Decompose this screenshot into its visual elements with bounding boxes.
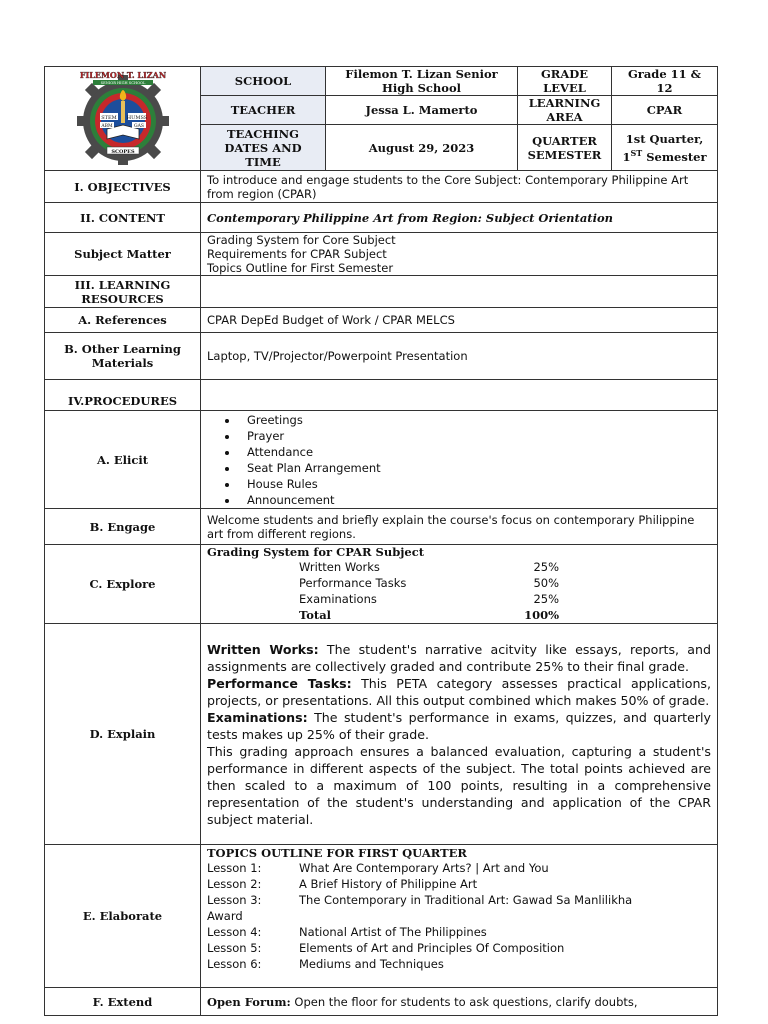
school-label: SCHOOL: [201, 67, 326, 96]
other-materials-label: B. Other Learning Materials: [45, 333, 201, 380]
other-materials-text: Laptop, TV/Projector/Powerpoint Presentation: [201, 333, 718, 380]
logo-strand-1: STEM: [100, 115, 117, 121]
elaborate-label: E. Elaborate: [45, 845, 201, 988]
lesson-row: Award: [207, 909, 243, 923]
list-item: • Seat Plan Arrangement: [239, 460, 711, 476]
content-text: Contemporary Philippine Art from Region: Subject Orientation: [201, 203, 718, 233]
teaching-dates-value: August 29, 2023: [326, 125, 518, 171]
list-item: • Attendance: [239, 444, 711, 460]
subject-matter-item: Requirements for CPAR Subject: [207, 247, 387, 261]
lesson-row: Lesson 6: Mediums and Techniques: [207, 957, 444, 971]
lesson-row: Lesson 2: A Brief History of Philippine Art: [207, 877, 478, 891]
references-label: A. References: [45, 308, 201, 333]
explore-cell: [201, 545, 718, 624]
grading-system-title: Grading System for CPAR Subject: [207, 545, 425, 559]
grade-level-value: Grade 11 & 12: [612, 67, 718, 96]
learning-area-value: CPAR: [612, 96, 718, 125]
logo-school-name: FILEMON T. LIZAN: [79, 70, 166, 80]
subject-matter-item: Topics Outline for First Semester: [207, 261, 394, 275]
lesson-row: Lesson 1: What Are Contemporary Arts? | Art and You: [207, 861, 549, 875]
content-label: II. CONTENT: [45, 203, 201, 233]
logo-strand-3: ABM: [100, 124, 113, 129]
procedures-empty: [201, 380, 718, 411]
objectives-label: I. OBJECTIVES: [45, 171, 201, 203]
objectives-text: To introduce and engage students to the Core Subject: Contemporary Philippine Art from region (CPAR): [201, 171, 718, 203]
logo-strand-4: GAS: [133, 124, 144, 129]
extend-label: F. Extend: [45, 988, 201, 1016]
subject-matter-list: [201, 233, 718, 276]
logo-motto: SCOPES: [110, 149, 135, 155]
teaching-dates-label: TEACHING DATES AND TIME: [201, 125, 326, 171]
grade-level-label: GRADE LEVEL: [518, 67, 612, 96]
logo-strand-2: HUMSS: [126, 115, 147, 121]
performance-tasks-paragraph: Performance Tasks: This PETA category assesses practical applications, projects, or presentations. All this output combined which makes 50% of grade.: [207, 675, 711, 708]
extend-text: Open Forum: Open the floor for students to ask questions, clarify doubts,: [201, 988, 718, 1016]
lesson-row: Lesson 3: The Contemporary in Traditional Art: Gawad Sa Manlilikha: [207, 893, 633, 907]
learning-area-label: LEARNING AREA: [518, 96, 612, 125]
school-logo: [71, 69, 175, 165]
quarter-semester-label: QUARTER SEMESTER: [518, 125, 612, 171]
elicit-label: A. Elicit: [45, 411, 201, 509]
grade-row: Written Works 25%: [299, 560, 559, 574]
grade-total-row: Total 100%: [299, 608, 559, 622]
references-text: CPAR DepEd Budget of Work / CPAR MELCS: [201, 308, 718, 333]
lesson-row: Lesson 4: National Artist of The Philippines: [207, 925, 487, 939]
teacher-label: TEACHER: [201, 96, 326, 125]
semester-value: 1ST Semester: [622, 147, 707, 164]
list-item: • Announcement: [239, 492, 711, 508]
engage-label: B. Engage: [45, 509, 201, 545]
list-item: • House Rules: [239, 476, 711, 492]
topics-outline-title: TOPICS OUTLINE FOR FIRST QUARTER: [207, 846, 467, 860]
examinations-paragraph: Examinations: The student's performance in exams, quizzes, and quarterly tests makes up 25% of their grade.: [207, 709, 711, 742]
school-logo-cell: [45, 67, 201, 171]
learning-resources-label: III. LEARNING RESOURCES: [45, 276, 201, 308]
lesson-row: Lesson 5: Elements of Art and Principles Of Composition: [207, 941, 565, 955]
subject-matter-item: Grading System for Core Subject: [207, 233, 396, 247]
procedures-label: IV.PROCEDURES: [45, 380, 201, 411]
subject-matter-label: Subject Matter: [45, 233, 201, 276]
written-works-paragraph: Written Works: The student's narrative acitvity like essays, reports, and assignments are collectively graded and contribute 25% to their final grade.: [207, 641, 712, 674]
engage-text: Welcome students and briefly explain the course's focus on contemporary Philippine art from different regions.: [201, 509, 718, 545]
grading-approach-paragraph: This grading approach ensures a balanced evaluation, capturing a student's performance in different aspects of the subject. The total points achieved are then scaled to a maximum of 100 points, resulting in a comprehensive representation of the student's understanding and application of the CPAR subject material.: [207, 743, 711, 827]
school-value: Filemon T. Lizan Senior High School: [326, 67, 518, 96]
quarter-value: 1st Quarter,: [625, 131, 704, 146]
explain-cell: [201, 624, 718, 845]
elaborate-cell: [201, 845, 718, 988]
elicit-list-cell: [201, 411, 718, 509]
explain-label: D. Explain: [45, 624, 201, 845]
grade-row: Examinations 25%: [299, 592, 559, 606]
explore-label: C. Explore: [45, 545, 201, 624]
learning-resources-empty: [201, 276, 718, 308]
list-item: • Greetings: [239, 412, 711, 428]
lesson-plan-table: [44, 66, 718, 1016]
grade-row: Performance Tasks 50%: [299, 576, 559, 590]
logo-subtitle: SENIOR HIGH SCHOOL: [100, 81, 145, 85]
teacher-value: Jessa L. Mamerto: [326, 96, 518, 125]
quarter-semester-value: [612, 125, 718, 171]
elicit-list: [207, 412, 711, 508]
list-item: • Prayer: [239, 428, 711, 444]
